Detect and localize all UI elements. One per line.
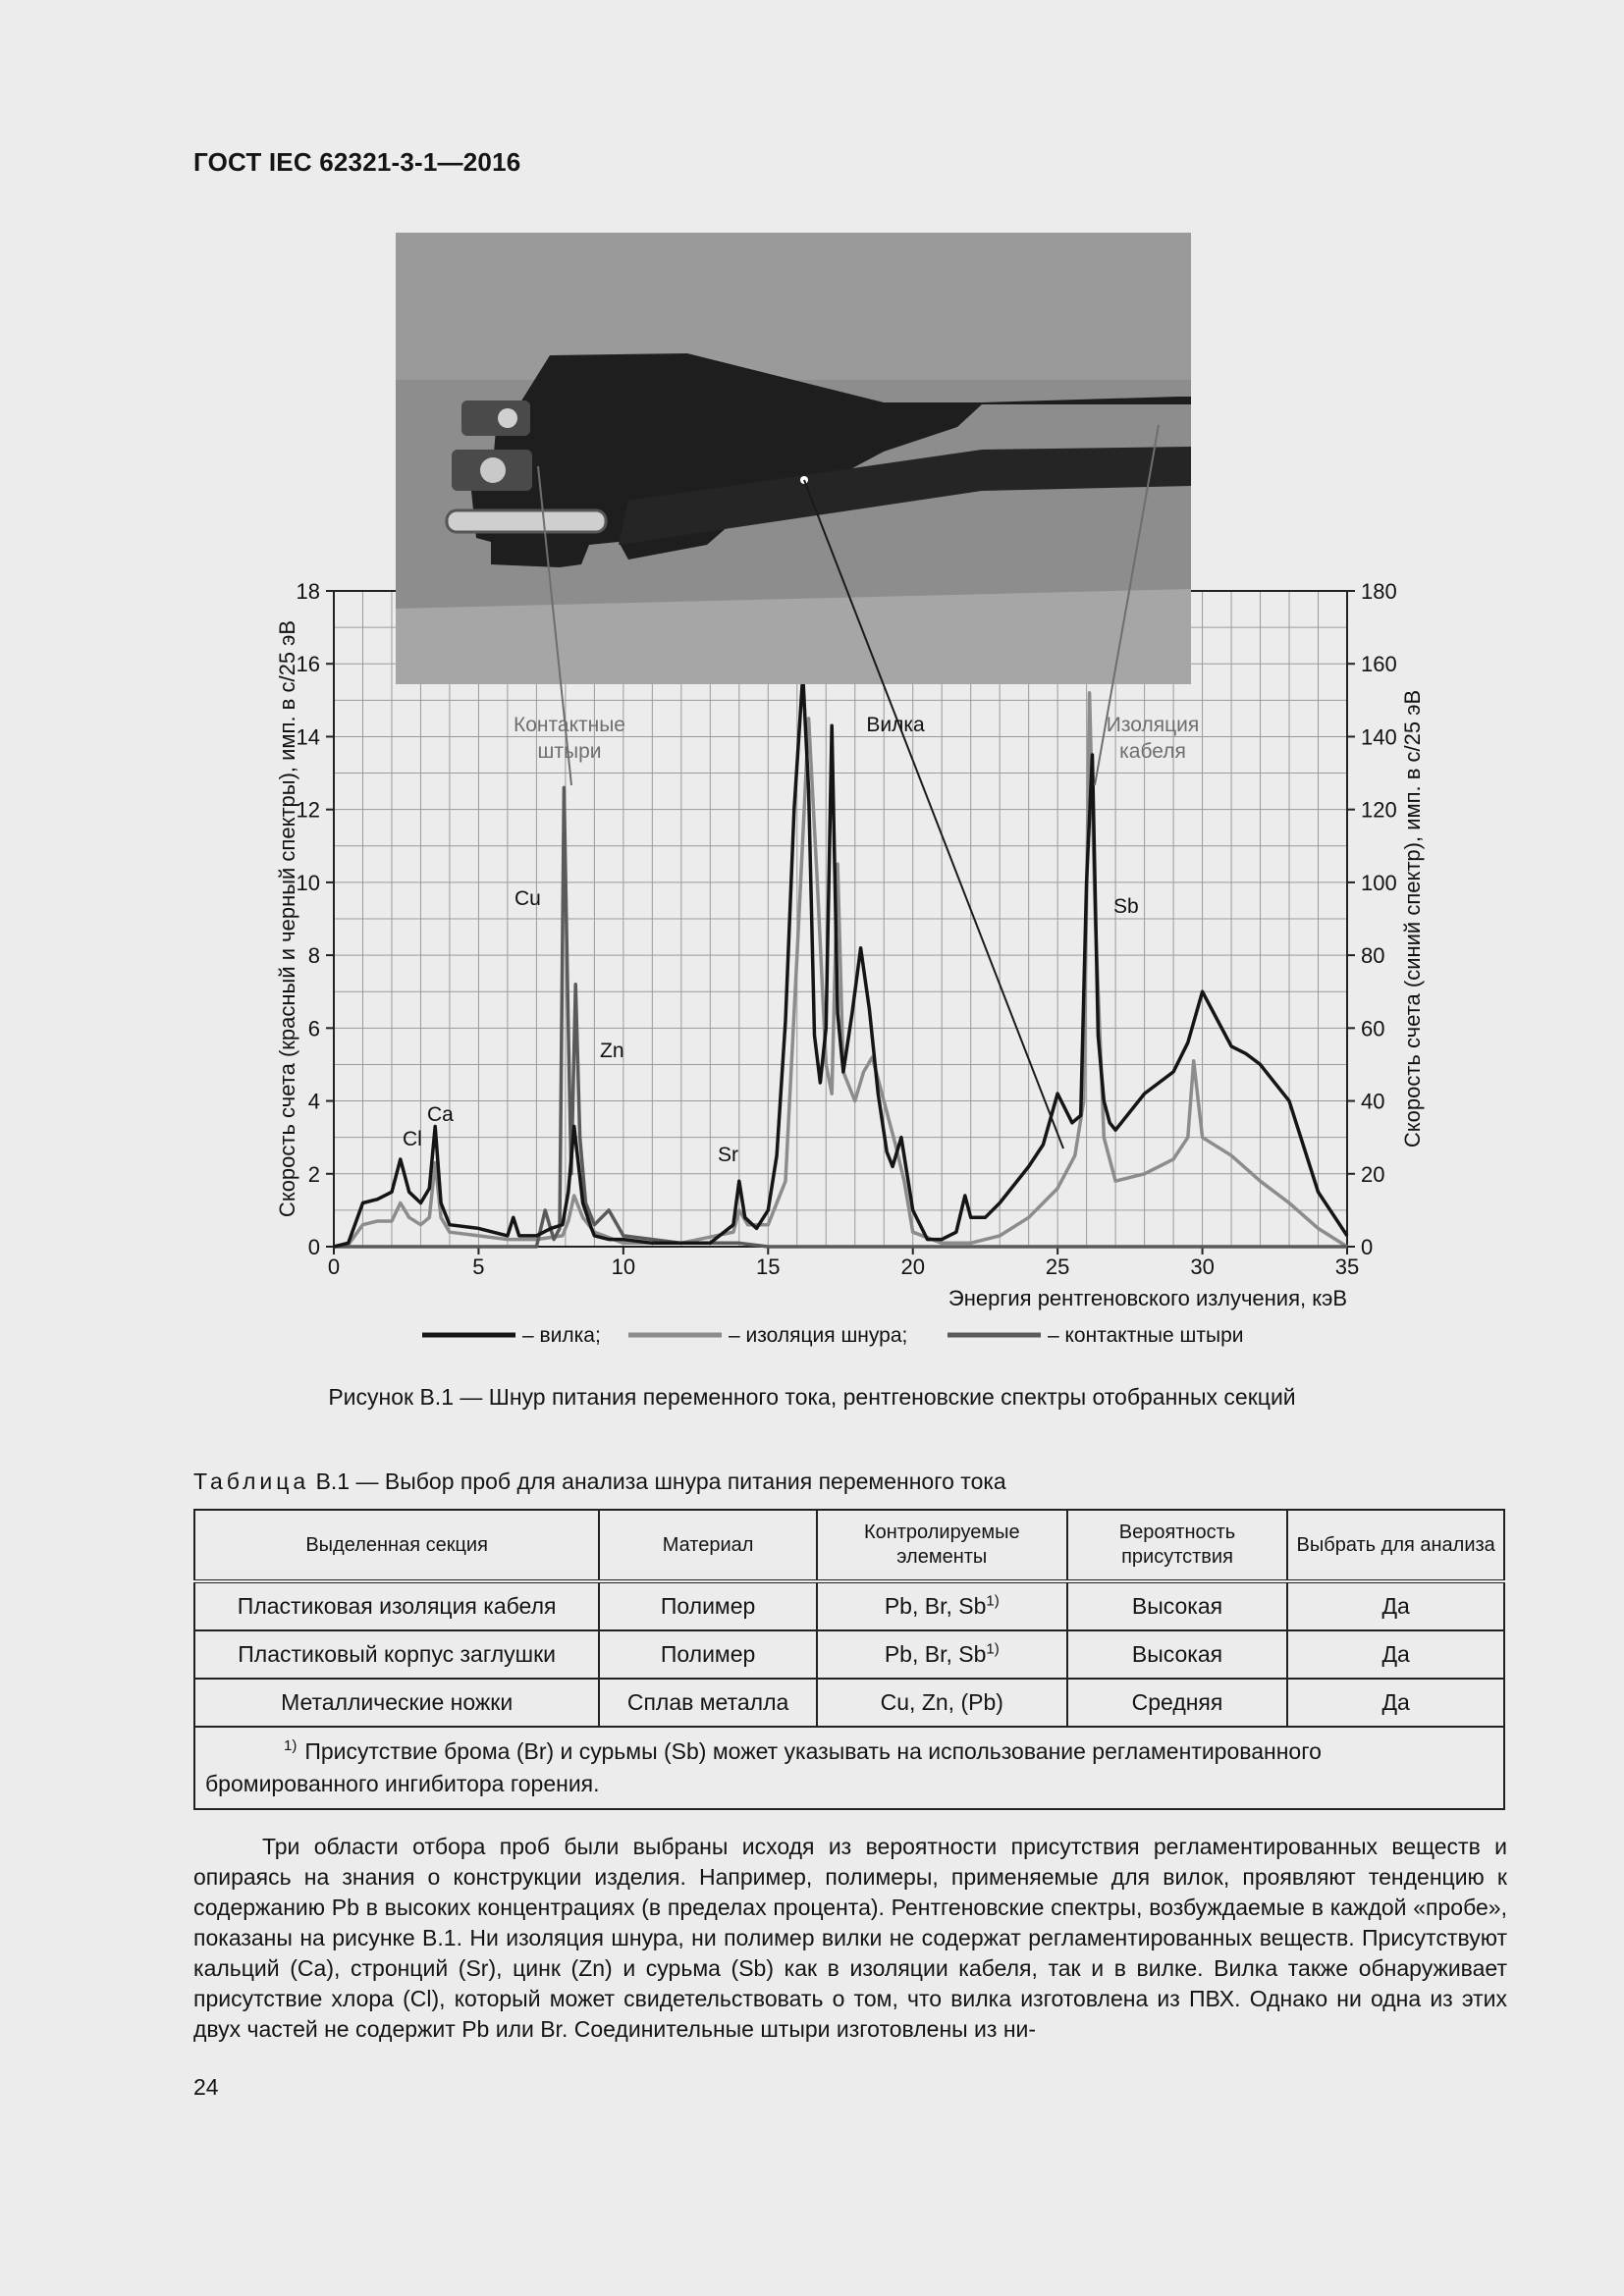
y-axis-right-title: Скорость счета (синий спектр), имп. в с/25 эВ [1400,689,1425,1148]
table-footnote-row [194,1727,1504,1809]
x-tick-label: 25 [1045,1255,1070,1279]
element-label-sr: Sr [718,1144,738,1166]
cell-elements: Cu, Zn, (Pb) [817,1679,1067,1727]
y-left-tick-label: 10 [296,870,320,895]
header-section: Выделенная секция [194,1510,599,1581]
y-right-tick-label: 40 [1361,1089,1385,1114]
footnote-mark: 1) [284,1737,298,1755]
table-row [194,1679,1504,1727]
y-left-tick-label: 0 [307,1235,320,1259]
cell-material: Сплав металла [599,1679,817,1727]
element-label-ca: Ca [427,1103,454,1126]
y-right-tick-label: 20 [1361,1161,1385,1187]
footnote-text: Присутствие брома (Br) и сурьмы (Sb) может указывать на использование регламентированного бромированного ингибитора горения. [205,1738,1322,1796]
ground-pin [461,400,530,436]
table-title-text: В.1 — Выбор проб для анализа шнура питания переменного тока [315,1468,1006,1494]
cell-elements: Pb, Br, Sb$^{1)}$ [817,1630,1067,1679]
y-right-tick-label: 160 [1361,652,1397,677]
cell-section: Пластиковая изоляция кабеля [194,1581,599,1630]
legend-label-cord: – изоляция шнура; [729,1324,908,1347]
element-label-cl: Cl [403,1128,422,1150]
x-tick-label: 20 [900,1255,925,1279]
footnote-ref: 1) [986,1592,1000,1610]
table-title [193,1468,1006,1495]
cell-select: Да [1287,1679,1504,1727]
plug-photo [396,233,1191,684]
y-right-tick-label: 100 [1361,870,1397,895]
header-select: Выбрать для анализа [1287,1510,1504,1581]
insulation-label-line1: Изоляция [1106,714,1200,736]
figure-caption: Рисунок В.1 — Шнур питания переменного тока, рентгеновские спектры отобранных секций [328,1384,1296,1410]
y-left-tick-label: 16 [296,652,320,677]
header-elements: Контролируемые элементы [817,1510,1067,1581]
header-probability: Вероятность присутствия [1067,1510,1288,1581]
footnote-ref: 1) [986,1640,1000,1658]
element-label-cu: Cu [514,887,541,910]
cell-probability: Высокая [1067,1581,1288,1630]
y-left-tick-label: 4 [307,1089,320,1114]
y-left-tick-label: 8 [307,943,320,969]
x-tick-label: 5 [472,1255,485,1279]
y-left-tick-label: 14 [296,724,320,750]
ground-pin-hole [498,408,517,428]
cell-probability: Средняя [1067,1679,1288,1727]
legend-label-plug: – вилка; [522,1324,601,1347]
y-left-tick-label: 2 [307,1161,320,1187]
y-right-tick-label: 180 [1361,579,1397,604]
series-line-cord-insulation [334,693,1347,1247]
y-left-tick-label: 18 [296,579,320,604]
neutral-pin [447,510,606,532]
y-right-tick-label: 0 [1361,1235,1374,1259]
x-tick-label: 15 [756,1255,781,1279]
chart-legend [422,1324,1244,1347]
legend-label-pins: – контактные штыри [1048,1324,1244,1347]
y-right-tick-label: 80 [1361,943,1385,969]
x-tick-label: 30 [1190,1255,1215,1279]
sample-selection-table [193,1509,1505,1810]
y-left-tick-label: 12 [296,797,320,823]
insulation-label-line2: кабеля [1119,740,1186,763]
x-tick-label: 0 [327,1255,341,1279]
x-tick-label: 35 [1334,1255,1360,1279]
table-header-row [194,1510,1504,1581]
document-header: ГОСТ IEC 62321-3-1—2016 [193,147,521,177]
element-label-sb: Sb [1113,895,1139,918]
y-right-tick-label: 140 [1361,724,1397,750]
table-title-prefix: Таблица [193,1468,310,1494]
x-tick-label: 10 [611,1255,636,1279]
photo-upper-band [396,233,1191,380]
table-row [194,1581,1504,1630]
cell-material: Полимер [599,1581,817,1630]
series-layer [334,674,1347,1247]
header-material: Материал [599,1510,817,1581]
element-label-zn: Zn [600,1040,624,1062]
body-paragraph: Три области отбора проб были выбраны исходя из вероятности присутствия регламентированных веществ и опираясь на знания о конструкции изделия. Например, полимеры, применяемые для вилок, проявляют тенденцию к содержанию Pb в высоких концентрациях (в пределах процента). Рентгеновские спектры, возбуждаемые в каждой «пробе», показаны на рисунке В.1. Ни изоляция шнура, ни полимер вилки не содержат регламентированных веществ. Присутствуют кальций (Ca), стронций (Sr), цинк (Zn) и сурьма (Sb) как в изоляции кабеля, так и в вилке. Вилка также обнаруживает присутствие хлора (Cl), который может свидетельствовать о том, что вилка изготовлена из ПВХ. Однако ни одна из этих двух частей не содержит Pb или Br. Соединительные штыри изготовлены из ни- [193,1834,1507,2042]
live-pin-hole [480,457,506,483]
table-footnote [194,1727,1504,1809]
page-number: 24 [193,2074,219,2100]
pins-label-line2: штыри [537,740,602,763]
plug-label: Вилка [866,714,925,736]
x-axis-title: Энергия рентгеновского излучения, кэВ [947,1286,1347,1310]
table-row [194,1630,1504,1679]
cell-elements: Pb, Br, Sb$^{1)}$ [817,1581,1067,1630]
cell-material: Полимер [599,1630,817,1679]
cell-select: Да [1287,1581,1504,1630]
cell-section: Пластиковый корпус заглушки [194,1630,599,1679]
y-axis-left-title: Скорость счета (красный и черный спектры), имп. в с/25 эВ [275,619,299,1218]
cell-section: Металлические ножки [194,1679,599,1727]
y-right-tick-label: 120 [1361,797,1397,823]
cell-select: Да [1287,1630,1504,1679]
pins-label-line1: Контактные [514,714,625,736]
y-left-tick-label: 6 [307,1016,320,1041]
y-right-tick-label: 60 [1361,1016,1385,1041]
cell-probability: Высокая [1067,1630,1288,1679]
